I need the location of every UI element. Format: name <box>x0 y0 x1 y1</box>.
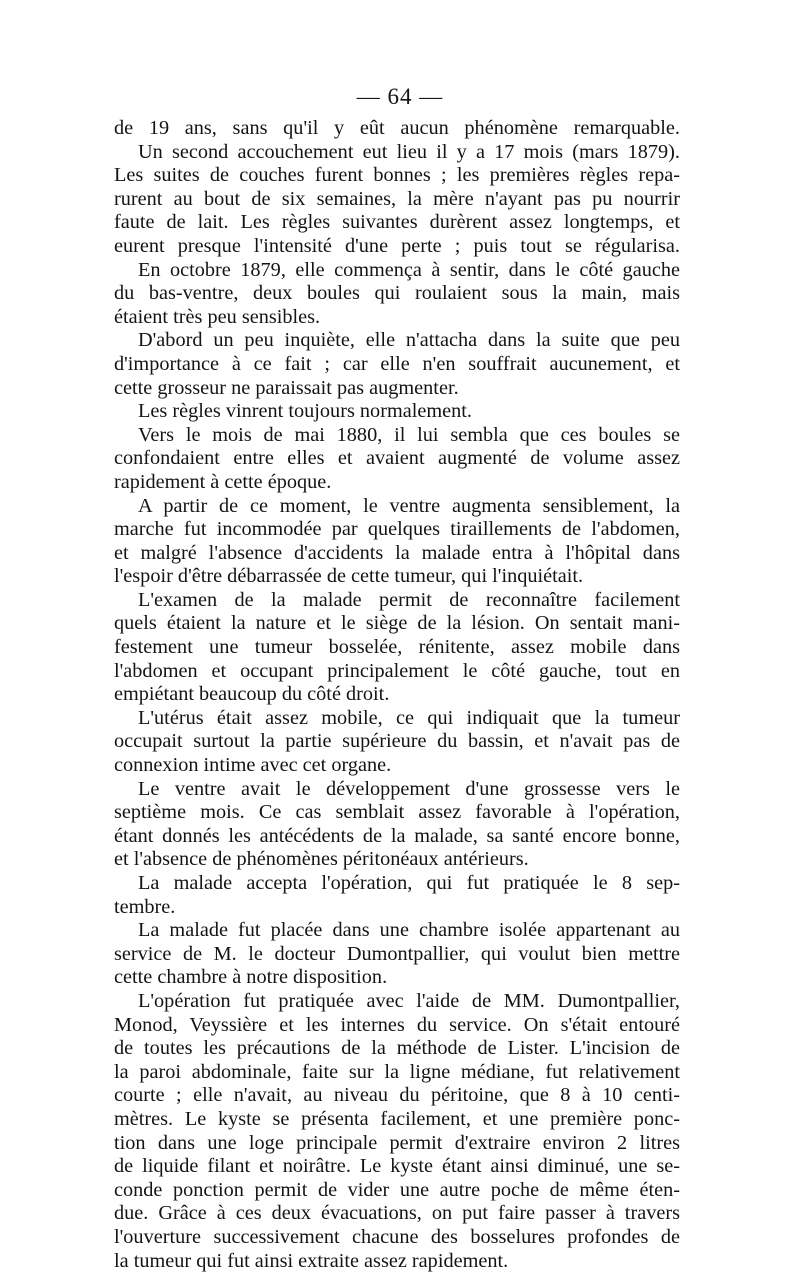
page-number: — 64 — <box>0 84 800 110</box>
text-line: La malade accepta l'opération, qui fut pratiquée le 8 sep- <box>114 872 680 896</box>
text-line: Un second accouchement eut lieu il y a 17 mois (mars 1879). <box>114 141 680 165</box>
text-line: Les règles vinrent toujours normalement. <box>114 400 680 424</box>
text-line: de toutes les précautions de la méthode de Lister. L'incision de <box>114 1037 680 1061</box>
text-line: du bas-ventre, deux boules qui roulaient sous la main, mais <box>114 282 680 306</box>
text-line: tion dans une loge principale permit d'extraire environ 2 litres <box>114 1132 680 1156</box>
text-line: mètres. Le kyste se présenta facilement, et une première ponc- <box>114 1108 680 1132</box>
text-line: L'utérus était assez mobile, ce qui indiquait que la tumeur <box>114 707 680 731</box>
text-line: occupait surtout la partie supérieure du bassin, et n'avait pas de <box>114 730 680 754</box>
text-line: connexion intime avec cet organe. <box>114 754 680 778</box>
text-line: et malgré l'absence d'accidents la malade entra à l'hôpital dans <box>114 542 680 566</box>
text-line: Monod, Veyssière et les internes du service. On s'était entouré <box>114 1014 680 1038</box>
text-line: Les suites de couches furent bonnes ; les premières règles repa- <box>114 164 680 188</box>
text-line: faute de lait. Les règles suivantes durèrent assez longtemps, et <box>114 211 680 235</box>
text-line: empiétant beaucoup du côté droit. <box>114 683 680 707</box>
text-line: rapidement à cette époque. <box>114 471 680 495</box>
text-line: la tumeur qui fut ainsi extraite assez rapidement. <box>114 1250 680 1273</box>
text-line: l'ouverture successivement chacune des bosselures profondes de <box>114 1226 680 1250</box>
text-line: festement une tumeur bosselée, rénitente, assez mobile dans <box>114 636 680 660</box>
text-line: conde ponction permit de vider une autre poche de même éten- <box>114 1179 680 1203</box>
text-line: marche fut incommodée par quelques tiraillements de l'abdomen, <box>114 518 680 542</box>
text-line: l'espoir d'être débarrassée de cette tumeur, qui l'inquiétait. <box>114 565 680 589</box>
text-line: service de M. le docteur Dumontpallier, qui voulut bien mettre <box>114 943 680 967</box>
text-line: étaient très peu sensibles. <box>114 306 680 330</box>
text-line: courte ; elle n'avait, au niveau du péritoine, que 8 à 10 centi- <box>114 1084 680 1108</box>
text-line: A partir de ce moment, le ventre augmenta sensiblement, la <box>114 495 680 519</box>
text-line: de 19 ans, sans qu'il y eût aucun phénomène remarquable. <box>114 117 680 141</box>
text-line: En octobre 1879, elle commença à sentir, dans le côté gauche <box>114 259 680 283</box>
text-line: Vers le mois de mai 1880, il lui sembla que ces boules se <box>114 424 680 448</box>
text-line: eurent presque l'intensité d'une perte ; puis tout se régularisa. <box>114 235 680 259</box>
text-line: la paroi abdominale, faite sur la ligne médiane, fut relativement <box>114 1061 680 1085</box>
text-line: confondaient entre elles et avaient augmenté de volume assez <box>114 447 680 471</box>
text-line: rurent au bout de six semaines, la mère n'ayant pas pu nourrir <box>114 188 680 212</box>
text-line: D'abord un peu inquiète, elle n'attacha dans la suite que peu <box>114 329 680 353</box>
text-line: septième mois. Ce cas semblait assez favorable à l'opération, <box>114 801 680 825</box>
text-line: l'abdomen et occupant principalement le côté gauche, tout en <box>114 660 680 684</box>
body-text <box>114 117 680 1273</box>
text-line: L'examen de la malade permit de reconnaître facilement <box>114 589 680 613</box>
text-line: due. Grâce à ces deux évacuations, on put faire passer à travers <box>114 1202 680 1226</box>
text-line: de liquide filant et noirâtre. Le kyste étant ainsi diminué, une se- <box>114 1155 680 1179</box>
text-line: cette grosseur ne paraissait pas augmenter. <box>114 377 680 401</box>
text-line: étant donnés les antécédents de la malade, sa santé encore bonne, <box>114 825 680 849</box>
text-line: cette chambre à notre disposition. <box>114 966 680 990</box>
text-line: tembre. <box>114 896 680 920</box>
text-line: La malade fut placée dans une chambre isolée appartenant au <box>114 919 680 943</box>
text-line: quels étaient la nature et le siège de la lésion. On sentait mani- <box>114 612 680 636</box>
text-line: L'opération fut pratiquée avec l'aide de MM. Dumontpallier, <box>114 990 680 1014</box>
text-line: d'importance à ce fait ; car elle n'en souffrait aucunement, et <box>114 353 680 377</box>
text-line: et l'absence de phénomènes péritonéaux antérieurs. <box>114 848 680 872</box>
text-line: Le ventre avait le développement d'une grossesse vers le <box>114 778 680 802</box>
